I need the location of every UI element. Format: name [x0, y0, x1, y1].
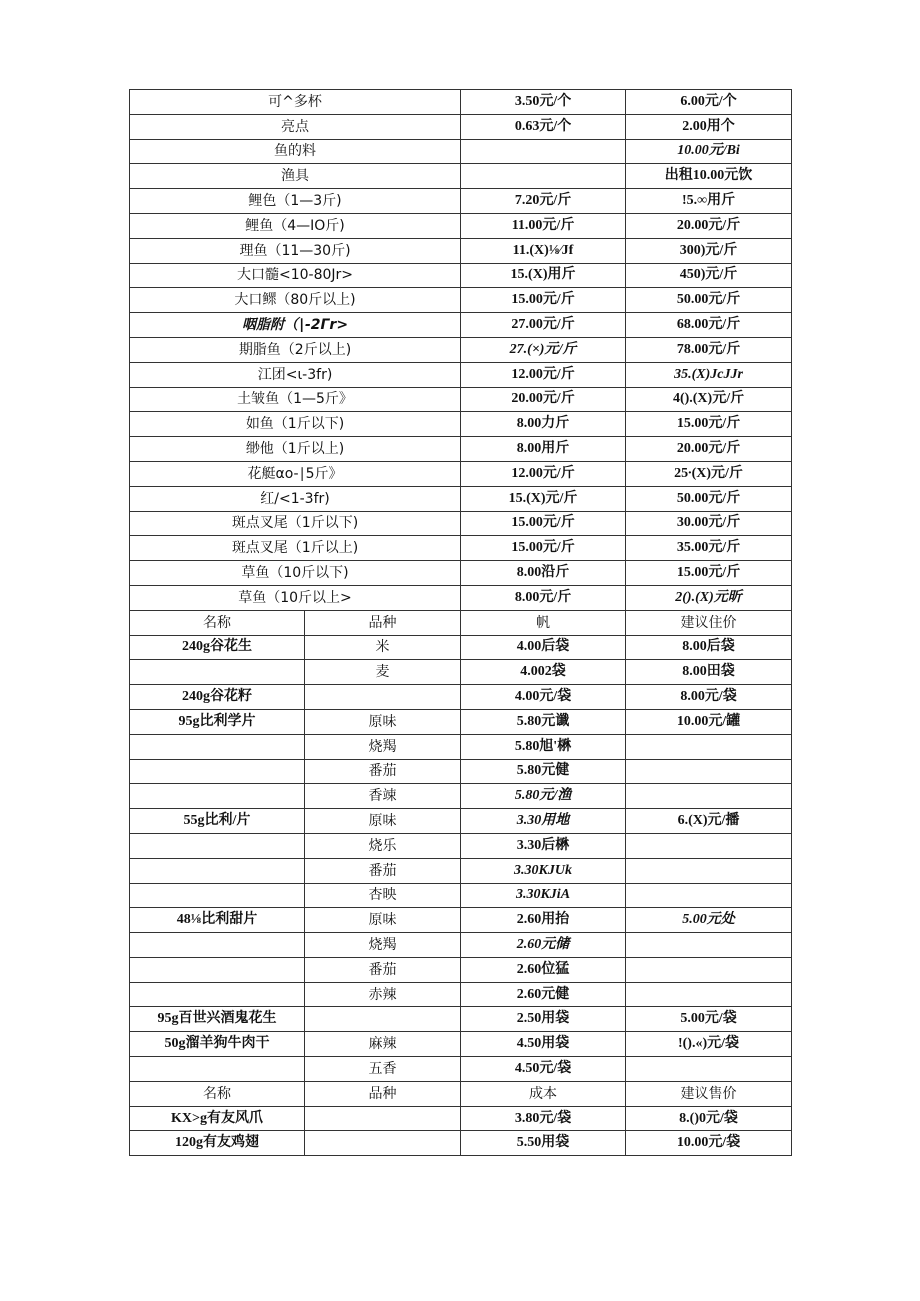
- item-variety: 米: [305, 635, 461, 660]
- cost-cell: 12.00元/斤: [461, 461, 626, 486]
- item-name: 如鱼（1斤以下): [130, 412, 461, 437]
- table-row: [130, 833, 792, 858]
- price-cell: [626, 1057, 792, 1082]
- table-row: [130, 933, 792, 958]
- cost-cell: 5.80元健: [461, 759, 626, 784]
- cost-cell: 15.00元/斤: [461, 511, 626, 536]
- price-cell: 8.00田袋: [626, 660, 792, 685]
- item-name: 花艇αo-∣5斤》: [130, 461, 461, 486]
- cost-cell: [461, 164, 626, 189]
- table-row: [130, 337, 792, 362]
- cost-cell: 11.00元/斤: [461, 213, 626, 238]
- price-cell: 5.00元处: [626, 908, 792, 933]
- table-row: [130, 858, 792, 883]
- header-row: [130, 1081, 792, 1106]
- item-name: [130, 933, 305, 958]
- price-cell: [626, 957, 792, 982]
- price-cell: [626, 734, 792, 759]
- price-cell: 35.(X)JcJJr: [626, 362, 792, 387]
- price-cell: 2().(X)元昕: [626, 585, 792, 610]
- table-row: [130, 883, 792, 908]
- table-row: [130, 164, 792, 189]
- item-name: [130, 883, 305, 908]
- table-row: [130, 908, 792, 933]
- cost-cell: 3.30后楙: [461, 833, 626, 858]
- cost-cell: 15.00元/斤: [461, 536, 626, 561]
- item-name: 55g比利/片: [130, 809, 305, 834]
- item-name: [130, 734, 305, 759]
- cost-cell: 27.(×)元/斤: [461, 337, 626, 362]
- price-cell: [626, 933, 792, 958]
- price-cell: 50.00元/斤: [626, 288, 792, 313]
- table-row: [130, 139, 792, 164]
- price-cell: 10.00元/Bi: [626, 139, 792, 164]
- item-name: [130, 759, 305, 784]
- item-name: 咽脂附（∣-2Γr>: [130, 313, 461, 338]
- item-name: 草鱼（10斤以上>: [130, 585, 461, 610]
- price-cell: 10.00元/罐: [626, 709, 792, 734]
- table-row: [130, 635, 792, 660]
- item-variety: 赤辣: [305, 982, 461, 1007]
- item-variety: 烧羯: [305, 734, 461, 759]
- price-cell: 10.00元/袋: [626, 1131, 792, 1156]
- table-row: [130, 957, 792, 982]
- item-name: 缈他（1斤以上): [130, 437, 461, 462]
- item-name: KX>g有友风爪: [130, 1106, 305, 1131]
- cost-cell: 3.30用地: [461, 809, 626, 834]
- price-cell: 20.00元/斤: [626, 437, 792, 462]
- table-row: [130, 1007, 792, 1032]
- cost-cell: 4.50用袋: [461, 1032, 626, 1057]
- cost-cell: 2.50用袋: [461, 1007, 626, 1032]
- cost-cell: 3.80元/袋: [461, 1106, 626, 1131]
- price-cell: 8.()0元/袋: [626, 1106, 792, 1131]
- item-variety: 番茄: [305, 858, 461, 883]
- item-variety: 五香: [305, 1057, 461, 1082]
- price-cell: 15.00元/斤: [626, 412, 792, 437]
- cost-cell: 27.00元/斤: [461, 313, 626, 338]
- price-cell: [626, 858, 792, 883]
- price-cell: 出租10.00元饮: [626, 164, 792, 189]
- item-variety: 烧乐: [305, 833, 461, 858]
- cost-cell: 8.00元/斤: [461, 585, 626, 610]
- table-row: [130, 486, 792, 511]
- header-name: 名称: [130, 610, 305, 635]
- cost-cell: 2.60元健: [461, 982, 626, 1007]
- item-name: 大口鳏（80斤以上): [130, 288, 461, 313]
- cost-cell: 15.(X)用斤: [461, 263, 626, 288]
- item-variety: 麦: [305, 660, 461, 685]
- header-row: [130, 610, 792, 635]
- item-variety: 原味: [305, 809, 461, 834]
- item-variety: 香竦: [305, 784, 461, 809]
- item-name: 95g比利学片: [130, 709, 305, 734]
- price-cell: !5.∞用斤: [626, 189, 792, 214]
- item-variety: [305, 1106, 461, 1131]
- item-name: 95g百世兴酒鬼花生: [130, 1007, 305, 1032]
- item-variety: 烧羯: [305, 933, 461, 958]
- price-cell: 30.00元/斤: [626, 511, 792, 536]
- item-name: [130, 982, 305, 1007]
- item-name: 斑点叉尾（1斤以下): [130, 511, 461, 536]
- table-row: [130, 734, 792, 759]
- item-name: 120g有友鸡翅: [130, 1131, 305, 1156]
- price-cell: 68.00元/斤: [626, 313, 792, 338]
- item-name: 江团<ι-3fr): [130, 362, 461, 387]
- table-row: [130, 313, 792, 338]
- price-cell: 78.00元/斤: [626, 337, 792, 362]
- item-variety: 原味: [305, 709, 461, 734]
- table-row: [130, 263, 792, 288]
- table-row: [130, 387, 792, 412]
- price-cell: 25∙(X)元/斤: [626, 461, 792, 486]
- item-name: 大口髓<10-80Jr>: [130, 263, 461, 288]
- item-variety: [305, 685, 461, 710]
- cost-cell: 15.(X)元/斤: [461, 486, 626, 511]
- item-name: [130, 957, 305, 982]
- price-cell: 6.00元/个: [626, 90, 792, 115]
- table-row: [130, 1032, 792, 1057]
- item-variety: 杏映: [305, 883, 461, 908]
- item-variety: 番茄: [305, 957, 461, 982]
- header-cost: 成本: [461, 1081, 626, 1106]
- cost-cell: 2.60元储: [461, 933, 626, 958]
- cost-cell: 15.00元/斤: [461, 288, 626, 313]
- item-variety: [305, 1007, 461, 1032]
- price-cell: 300)元/斤: [626, 238, 792, 263]
- header-price: 建议售价: [626, 1081, 792, 1106]
- cost-cell: 4.00元/袋: [461, 685, 626, 710]
- item-name: 可^多杯: [130, 90, 461, 115]
- item-variety: 麻辣: [305, 1032, 461, 1057]
- table-row: [130, 759, 792, 784]
- item-variety: 原味: [305, 908, 461, 933]
- table-row: [130, 536, 792, 561]
- price-cell: [626, 883, 792, 908]
- cost-cell: 2.60用抬: [461, 908, 626, 933]
- cost-cell: 11.(X)⅛∕Jf: [461, 238, 626, 263]
- cost-cell: 5.80旭'楙: [461, 734, 626, 759]
- item-name: 草鱼（10斤以下): [130, 561, 461, 586]
- item-name: 鲤鱼（4—IO斤): [130, 213, 461, 238]
- item-name: 鱼的料: [130, 139, 461, 164]
- item-name: 土皱鱼（1—5斤》: [130, 387, 461, 412]
- item-name: 亮点: [130, 114, 461, 139]
- price-cell: 20.00元/斤: [626, 213, 792, 238]
- table-row: [130, 660, 792, 685]
- table-row: [130, 189, 792, 214]
- cost-cell: 3.30KJUk: [461, 858, 626, 883]
- cost-cell: 5.80元/渔: [461, 784, 626, 809]
- cost-cell: 4.002袋: [461, 660, 626, 685]
- table-row: [130, 412, 792, 437]
- item-name: 红/<1-3fr): [130, 486, 461, 511]
- table-row: [130, 362, 792, 387]
- table-row: [130, 1057, 792, 1082]
- price-cell: 6.(X)元/播: [626, 809, 792, 834]
- cost-cell: 5.50用袋: [461, 1131, 626, 1156]
- cost-cell: 4.00后袋: [461, 635, 626, 660]
- item-name: [130, 833, 305, 858]
- price-cell: 8.00后袋: [626, 635, 792, 660]
- cost-cell: 2.60位猛: [461, 957, 626, 982]
- item-name: 理鱼（11—30斤): [130, 238, 461, 263]
- item-name: 渔具: [130, 164, 461, 189]
- cost-cell: 3.30KJiA: [461, 883, 626, 908]
- header-price: 建议住价: [626, 610, 792, 635]
- header-variety: 品种: [305, 610, 461, 635]
- item-variety: [305, 1131, 461, 1156]
- item-name: [130, 660, 305, 685]
- item-name: 240g谷花生: [130, 635, 305, 660]
- table-row: [130, 561, 792, 586]
- cost-cell: 0.63元/个: [461, 114, 626, 139]
- cost-cell: 8.00用斤: [461, 437, 626, 462]
- table-row: [130, 461, 792, 486]
- table-row: [130, 114, 792, 139]
- cost-cell: 8.00沿斤: [461, 561, 626, 586]
- cost-cell: 20.00元/斤: [461, 387, 626, 412]
- item-name: 50g溜羊狗牛肉干: [130, 1032, 305, 1057]
- price-table: [129, 89, 792, 1156]
- cost-cell: 12.00元/斤: [461, 362, 626, 387]
- item-name: 鲤色（1—3斤): [130, 189, 461, 214]
- table-row: [130, 1106, 792, 1131]
- price-cell: 4().(X)元/斤: [626, 387, 792, 412]
- price-cell: [626, 833, 792, 858]
- table-row: [130, 437, 792, 462]
- table-row: [130, 709, 792, 734]
- table-row: [130, 982, 792, 1007]
- item-name: 48⅛比利甜片: [130, 908, 305, 933]
- price-cell: 2.00用个: [626, 114, 792, 139]
- table-row: [130, 1131, 792, 1156]
- item-name: [130, 784, 305, 809]
- header-cost: 帆: [461, 610, 626, 635]
- price-cell: 35.00元/斤: [626, 536, 792, 561]
- item-name: [130, 1057, 305, 1082]
- item-name: 240g谷花籽: [130, 685, 305, 710]
- price-cell: [626, 759, 792, 784]
- item-name: 期脂鱼（2斤以上): [130, 337, 461, 362]
- price-cell: 5.00元/袋: [626, 1007, 792, 1032]
- price-cell: [626, 784, 792, 809]
- table-row: [130, 213, 792, 238]
- table-row: [130, 90, 792, 115]
- cost-cell: 5.80元谶: [461, 709, 626, 734]
- table-row: [130, 585, 792, 610]
- header-name: 名称: [130, 1081, 305, 1106]
- cost-cell: 7.20元/斤: [461, 189, 626, 214]
- table-row: [130, 784, 792, 809]
- price-cell: 8.00元/袋: [626, 685, 792, 710]
- cost-cell: 8.00力斤: [461, 412, 626, 437]
- table-row: [130, 288, 792, 313]
- table-row: [130, 238, 792, 263]
- table-row: [130, 685, 792, 710]
- item-name: 斑点叉尾（1斤以上): [130, 536, 461, 561]
- cost-cell: [461, 139, 626, 164]
- price-cell: 50.00元/斤: [626, 486, 792, 511]
- header-variety: 品种: [305, 1081, 461, 1106]
- table-row: [130, 511, 792, 536]
- table-row: [130, 809, 792, 834]
- cost-cell: 3.50元/个: [461, 90, 626, 115]
- cost-cell: 4.50元/袋: [461, 1057, 626, 1082]
- price-cell: 15.00元/斤: [626, 561, 792, 586]
- price-cell: !().«)元/袋: [626, 1032, 792, 1057]
- item-variety: 番茄: [305, 759, 461, 784]
- item-name: [130, 858, 305, 883]
- price-cell: [626, 982, 792, 1007]
- price-cell: 450)元/斤: [626, 263, 792, 288]
